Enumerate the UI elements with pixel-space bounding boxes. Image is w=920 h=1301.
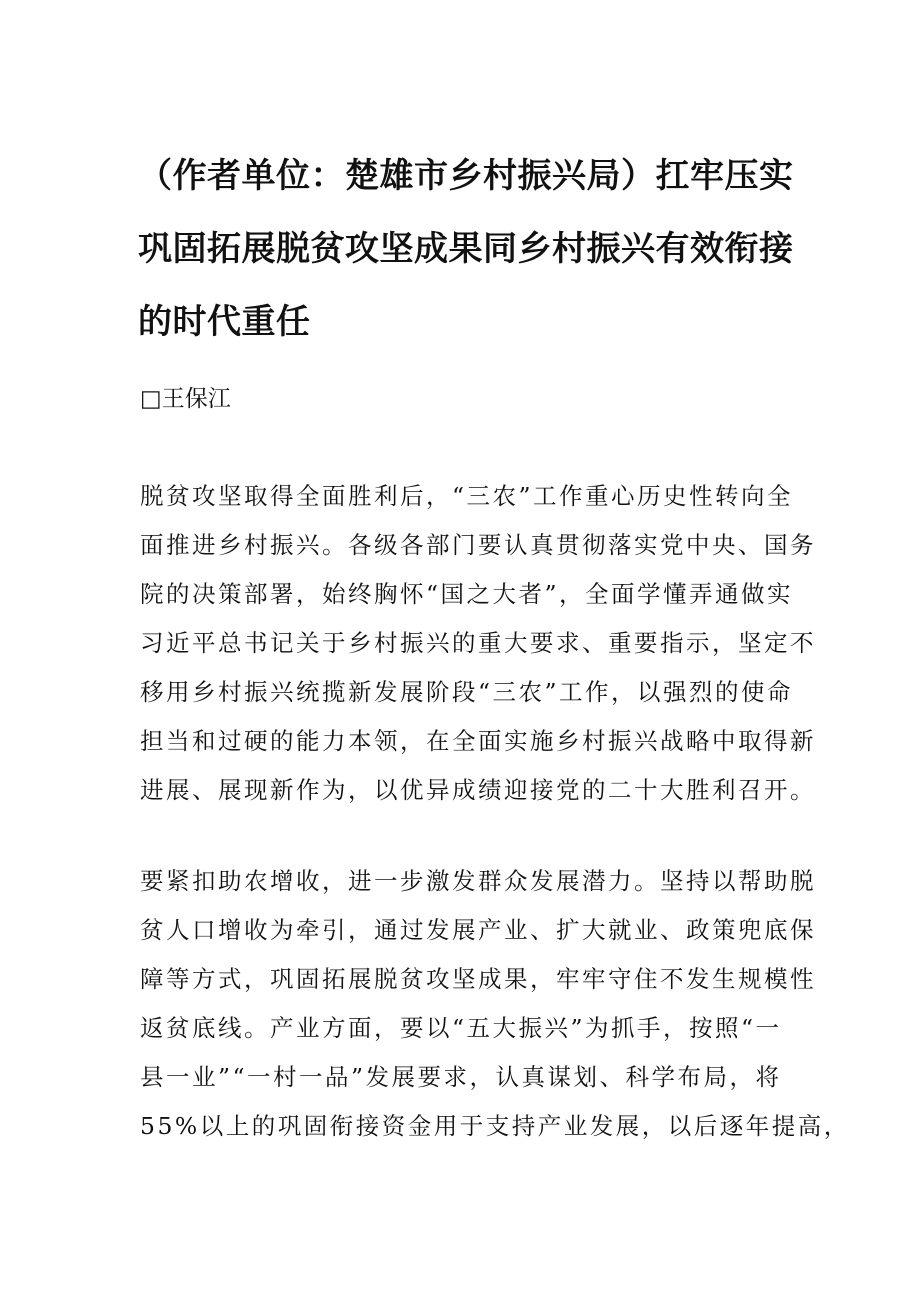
text-line: 返贫底线。产业方面，要以“五大振兴”为抓手，按照“一 <box>140 1014 782 1042</box>
author-byline: □王保江 <box>140 386 231 412</box>
text-line: 要紧扣助农增收，进一步激发群众发展潜力。坚持以帮助脱 <box>140 867 816 895</box>
text-line: 习近平总书记关于乡村振兴的重大要求、重要指示，坚定不 <box>140 629 816 657</box>
text-line: 障等方式，巩固拓展脱贫攻坚成果，牢牢守住不发生规模性 <box>140 965 816 993</box>
document-title <box>138 140 798 359</box>
paragraph-2 <box>140 857 850 1151</box>
text-line: 担当和过硬的能力本领，在全面实施乡村振兴战略中取得新 <box>140 727 816 755</box>
title-line: （作者单位：楚雄市乡村振兴局）扛牢压实 <box>138 156 794 196</box>
text-line: 移用乡村振兴统揽新发展阶段“三农”工作，以强烈的使命 <box>140 678 794 706</box>
text-line: 面推进乡村振兴。各级各部门要认真贯彻落实党中央、国务 <box>140 531 816 559</box>
title-line: 巩固拓展脱贫攻坚成果同乡村振兴有效衔接 <box>138 229 794 269</box>
text-line: 院的决策部署，始终胸怀“国之大者”，全面学懂弄通做实 <box>140 580 794 608</box>
text-line: 55%以上的巩固衔接资金用于支持产业发展，以后逐年提高， <box>140 1112 850 1140</box>
text-line: 脱贫攻坚取得全面胜利后，“三农”工作重心历史性转向全 <box>140 482 794 510</box>
text-line: 进展、展现新作为，以优异成绩迎接党的二十大胜利召开。 <box>140 776 816 804</box>
title-line: 的时代重任 <box>138 302 311 342</box>
text-line: 贫人口增收为牵引，通过发展产业、扩大就业、政策兜底保 <box>140 916 816 944</box>
paragraph-1 <box>140 472 816 815</box>
text-line: 县一业”“一村一品”发展要求，认真谋划、科学布局，将 <box>140 1063 782 1091</box>
